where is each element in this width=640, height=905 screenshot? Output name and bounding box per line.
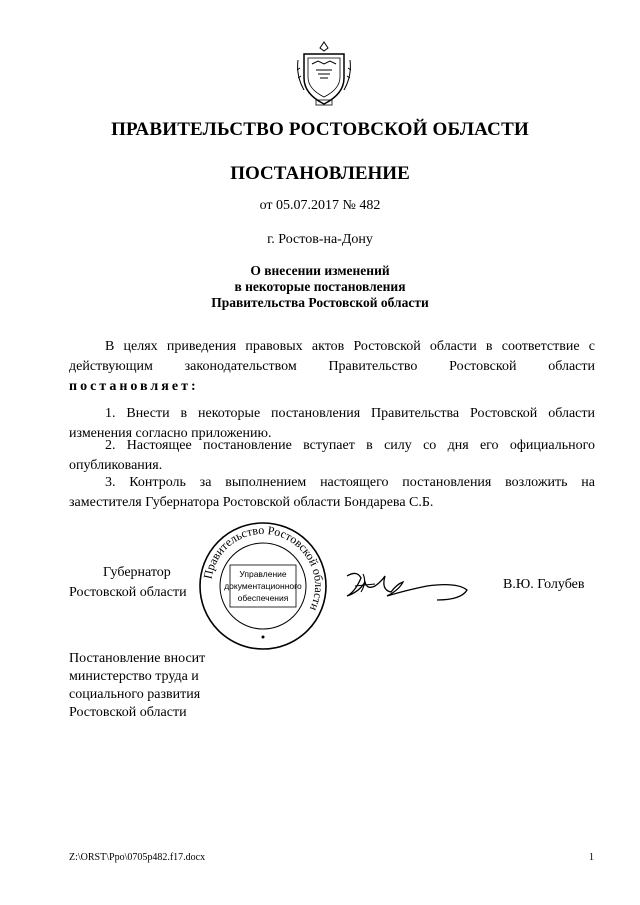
handwritten-signature <box>343 566 478 606</box>
stamp-inner-line: документационного <box>224 581 302 591</box>
page-number: 1 <box>589 852 594 863</box>
preamble-text: В целях приведения правовых актов Ростовской области в соответствие с действующим законодательством Правительство Ростовской области <box>69 339 595 374</box>
note-line: Ростовской области <box>69 705 187 720</box>
stamp-inner-line: Управление <box>239 569 287 579</box>
position-line: Губернатор <box>103 565 171 580</box>
item-text: 2. Настоящее постановление вступает в силу со дня его официального опубликования. <box>69 438 595 473</box>
subject-line: в некоторые постановления <box>234 279 406 294</box>
signatory-position <box>69 563 187 603</box>
submission-note <box>69 650 205 722</box>
government-title: ПРАВИТЕЛЬСТВО РОСТОВСКОЙ ОБЛАСТИ <box>111 119 529 140</box>
footer-file-path: Z:\ORST\Ppo\0705p482.f17.docx <box>69 852 206 863</box>
stamp-outer-text: Правительство Ростовской области <box>200 522 327 614</box>
official-stamp <box>197 520 329 652</box>
position-line: Ростовской области <box>69 585 187 600</box>
item-text: 1. Внести в некоторые постановления Правительства Ростовской области изменения согласно приложению. <box>69 406 595 441</box>
stamp-inner-line: обеспечения <box>237 593 289 603</box>
note-line: министерство труда и <box>69 669 199 684</box>
item-paragraph <box>69 473 595 513</box>
signatory-name: В.Ю. Голубев <box>503 577 585 592</box>
decides-word: постановляет: <box>69 379 199 394</box>
document-type: ПОСТАНОВЛЕНИЕ <box>230 163 410 184</box>
note-line: социального развития <box>69 687 201 702</box>
preamble-paragraph <box>69 337 595 397</box>
document-subject <box>0 263 640 311</box>
subject-line: О внесении изменений <box>250 263 390 278</box>
note-line: Постановление вносит <box>69 651 206 666</box>
document-date-number: от 05.07.2017 № 482 <box>259 198 381 213</box>
document-city: г. Ростов-на-Дону <box>267 232 373 247</box>
item-paragraph <box>69 436 595 476</box>
item-text: 3. Контроль за выполнением настоящего постановления возложить на заместителя Губернатора Ростовской области Бондарева С.Б. <box>69 475 595 510</box>
coat-of-arms-emblem <box>294 40 354 108</box>
subject-line: Правительства Ростовской области <box>211 295 429 310</box>
